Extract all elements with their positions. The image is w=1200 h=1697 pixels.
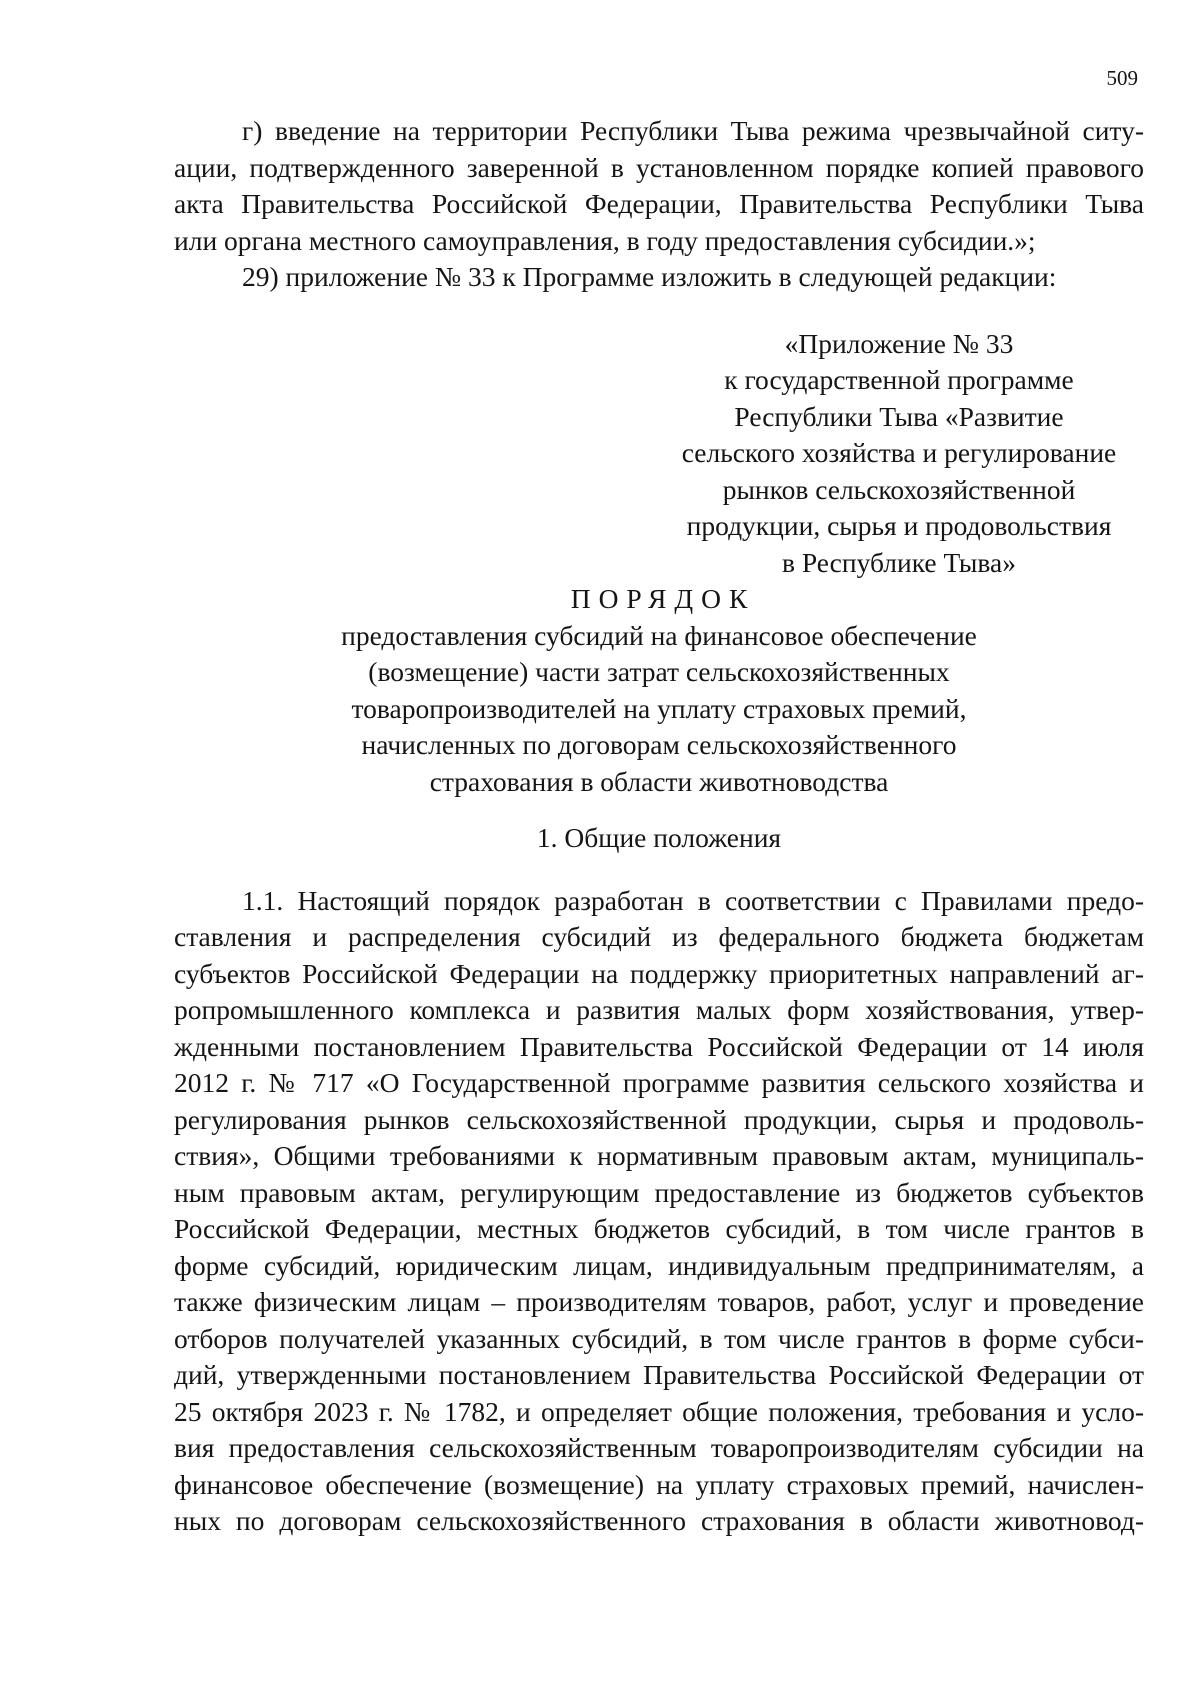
subtitle-line: начисленных по договорам сельскохозяйственного <box>361 729 957 760</box>
text-line: акта Правительства Российской Федерации, Правительства Республики Тыва <box>174 188 1144 219</box>
document-title: ПОРЯДОК <box>570 583 756 614</box>
text-line: ствия», Общими требованиями к нормативным правовым актам, муниципаль- <box>174 1140 1144 1171</box>
subtitle-line: (возмещение) части затрат сельскохозяйственных <box>368 656 950 687</box>
intro-paragraph <box>174 113 1144 259</box>
appendix-line: к государственной программе <box>724 364 1074 395</box>
text-line: г) введение на территории Республики Тыва режима чрезвычайной ситу- <box>242 115 1144 146</box>
text-line: форме субсидий, юридическим лицам, индивидуальным предпринимателям, а <box>174 1249 1144 1281</box>
text-line: жденными постановлением Правительства Российской Федерации от 14 июля <box>174 1030 1144 1062</box>
appendix-line: рынков сельскохозяйственной <box>722 473 1076 505</box>
document-body <box>174 113 1144 1540</box>
body-paragraph <box>174 883 1144 1540</box>
section-heading: 1. Общие положения <box>536 822 782 853</box>
text-line: финансовое обеспечение (возмещение) на уплату страховых премий, начислен- <box>174 1468 1144 1500</box>
appendix-line: сельского хозяйства и регулирование <box>681 437 1117 468</box>
text-line: ропромышленного комплекса и развития малых форм хозяйствования, утвер- <box>174 994 1144 1025</box>
text-line: 2012 г. № 717 «О Государственной программе развития сельского хозяйства и <box>174 1067 1144 1098</box>
text-line: ным правовым актам, регулирующим предоставление из бюджетов субъектов <box>174 1176 1144 1208</box>
text-line: 25 октября 2023 г. № 1782, и определяет общие положения, требования и усло- <box>174 1395 1144 1427</box>
text-line: регулирования рынков сельскохозяйственной продукции, сырья и продоволь- <box>174 1103 1144 1135</box>
text-line: вия предоставления сельскохозяйственным товаропроизводителям субсидии на <box>174 1432 1144 1463</box>
appendix-line: Республики Тыва «Развитие <box>734 400 1064 432</box>
text-line: также физическим лицам – производителям товаров, работ, услуг и проведение <box>174 1286 1144 1317</box>
subtitle-line: товаропроизводителей на уплату страховых премий, <box>351 692 967 724</box>
amendment-item: 29) приложение № 33 к Программе изложить в следующей редакции: <box>242 261 1057 292</box>
page-number: 509 <box>1106 66 1138 90</box>
text-line: ных по договорам сельскохозяйственного страхования в области животновод- <box>174 1505 1144 1536</box>
appendix-header <box>654 326 1144 582</box>
document-subtitle <box>174 618 1144 801</box>
text-line: отборов получателей указанных субсидий, в том числе грантов в форме субси- <box>174 1322 1144 1354</box>
subtitle-line: страхования в области животноводства <box>429 765 889 797</box>
text-line: или органа местного самоуправления, в году предоставления субсидии.»; <box>174 224 1036 256</box>
text-line: 1.1. Настоящий порядок разработан в соответствии с Правилами предо- <box>242 884 1144 916</box>
subtitle-line: предоставления субсидий на финансовое обеспечение <box>341 619 977 651</box>
text-line: ации, подтвержденного заверенной в установленном порядке копией правового <box>174 151 1144 183</box>
text-line: субъектов Российской Федерации на поддержку приоритетных направлений аг- <box>174 957 1144 989</box>
appendix-line: продукции, сырья и продовольствия <box>686 510 1112 541</box>
text-line: Российской Федерации, местных бюджетов субсидий, в том числе грантов в <box>174 1213 1144 1244</box>
text-line: ставления и распределения субсидий из федерального бюджета бюджетам <box>174 921 1144 952</box>
text-line: дий, утвержденными постановлением Правительства Российской Федерации от <box>174 1359 1144 1390</box>
appendix-line: в Республике Тыва» <box>782 546 1016 578</box>
appendix-line: «Приложение № 33 <box>784 327 1014 359</box>
